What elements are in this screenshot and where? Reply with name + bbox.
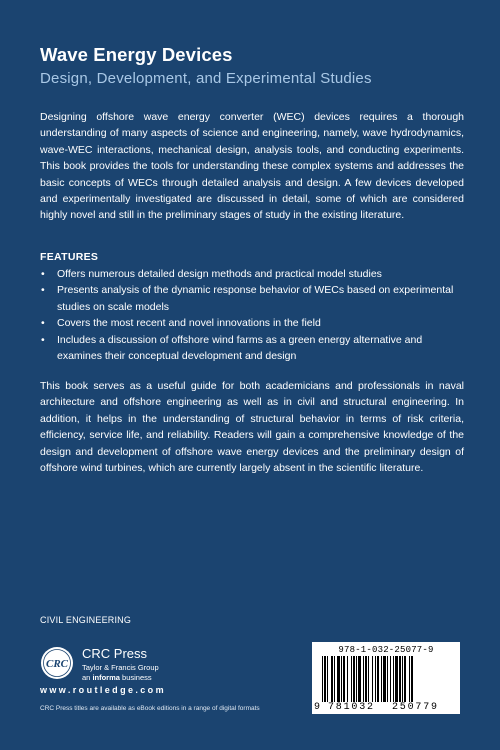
closing-paragraph: This book serves as a useful guide for both academicians and professionals in naval architecture and offshore engineering as well as in civil and structural engineering. In addition, it helps in the understanding of structural behavior in terms of risk criteria, efficiency, service life, and reliability. Readers will gain a comprehensive knowledge of the design and development of offshore wave energy devices and the preliminary design of offshore wind turbines, which are currently largely absent in the scientific literature. [40, 380, 464, 475]
barcode-bars [322, 656, 450, 702]
bullet-icon: • [41, 268, 45, 280]
barcode-bar [393, 656, 394, 702]
crc-logo-icon [40, 646, 74, 680]
barcode-bar [324, 656, 326, 702]
publisher-business [82, 673, 152, 682]
book-subtitle: Design, Development, and Experimental Studies [40, 70, 372, 87]
barcode-bar [409, 656, 410, 702]
publisher-website: www.routledge.com [40, 685, 166, 695]
barcode-digits-right: 250779 [392, 702, 439, 713]
ebook-note: CRC Press titles are available as eBook editions in a range of digital formats [40, 705, 260, 712]
barcode-bar [390, 656, 391, 702]
barcode-bar [402, 656, 403, 702]
barcode-bar [375, 656, 376, 702]
feature-item [40, 315, 464, 331]
business-name: informa [92, 673, 120, 682]
barcode-bar [358, 656, 361, 702]
feature-text: Covers the most recent and novel innovations in the field [57, 317, 321, 330]
barcode-bar [365, 656, 367, 702]
intro-paragraph: Designing offshore wave energy converter (WEC) devices requires a thorough understanding of many aspects of science and engineering, namely, wave hydrodynamics, wave-WEC interactions, mechanical design, analysis tools, and conducting experiments. This book provides the tools for understanding these complex systems and addresses the basic concepts of WECs through detailed analysis and design. A few devices developed and experimentally investigated are discussed in detail, some of which are considered highly novel and still in the preliminary stages of study in the existing literature. [40, 111, 464, 222]
isbn-barcode [312, 642, 460, 714]
feature-item [40, 332, 464, 365]
barcode-bar [387, 656, 388, 702]
barcode-bar [395, 656, 398, 702]
barcode-bar [334, 656, 335, 702]
barcode-bar [322, 656, 323, 702]
barcode-bar [327, 656, 328, 702]
barcode-bar [381, 656, 382, 702]
barcode-bar [377, 656, 379, 702]
barcode-bar [399, 656, 401, 702]
bullet-icon: • [41, 317, 45, 330]
book-title: Wave Energy Devices [40, 44, 233, 65]
barcode-bar [404, 656, 406, 702]
barcode-bar [363, 656, 364, 702]
barcode-bar [341, 656, 342, 702]
features-heading: FEATURES [40, 251, 99, 263]
barcode-bar [383, 656, 386, 702]
barcode-bar [347, 656, 348, 702]
bullet-icon: • [41, 284, 45, 297]
business-suffix: business [119, 673, 152, 682]
barcode-bar [356, 656, 357, 702]
barcode-bar [351, 656, 352, 702]
barcode-bar [331, 656, 333, 702]
barcode-bar [411, 656, 413, 702]
features-list [40, 266, 464, 364]
business-prefix: an [82, 673, 93, 682]
isbn-number: 978-1-032-25077-9 [338, 645, 434, 655]
feature-item [40, 282, 464, 315]
publisher-name: CRC Press [82, 646, 148, 661]
feature-text: Includes a discussion of offshore wind farms as a green energy alternative and examines their conceptual development and design [57, 333, 423, 363]
barcode-digit-lead: 9 [314, 702, 321, 713]
barcode-bar [353, 656, 355, 702]
bullet-icon: • [41, 333, 45, 346]
barcode-bar [343, 656, 345, 702]
subject-category: CIVIL ENGINEERING [40, 615, 132, 625]
barcode-bar [337, 656, 340, 702]
barcode-bar [372, 656, 373, 702]
publisher-group: Taylor & Francis Group [82, 663, 159, 672]
crc-logo-text: CRC [45, 658, 69, 670]
feature-text: Presents analysis of the dynamic response behavior of WECs based on experimental studies on scale models [57, 284, 454, 313]
feature-text: Offers numerous detailed design methods and practical model studies [57, 268, 382, 280]
barcode-bar [368, 656, 369, 702]
feature-item [40, 266, 464, 282]
barcode-digits-left: 781032 [328, 702, 375, 713]
